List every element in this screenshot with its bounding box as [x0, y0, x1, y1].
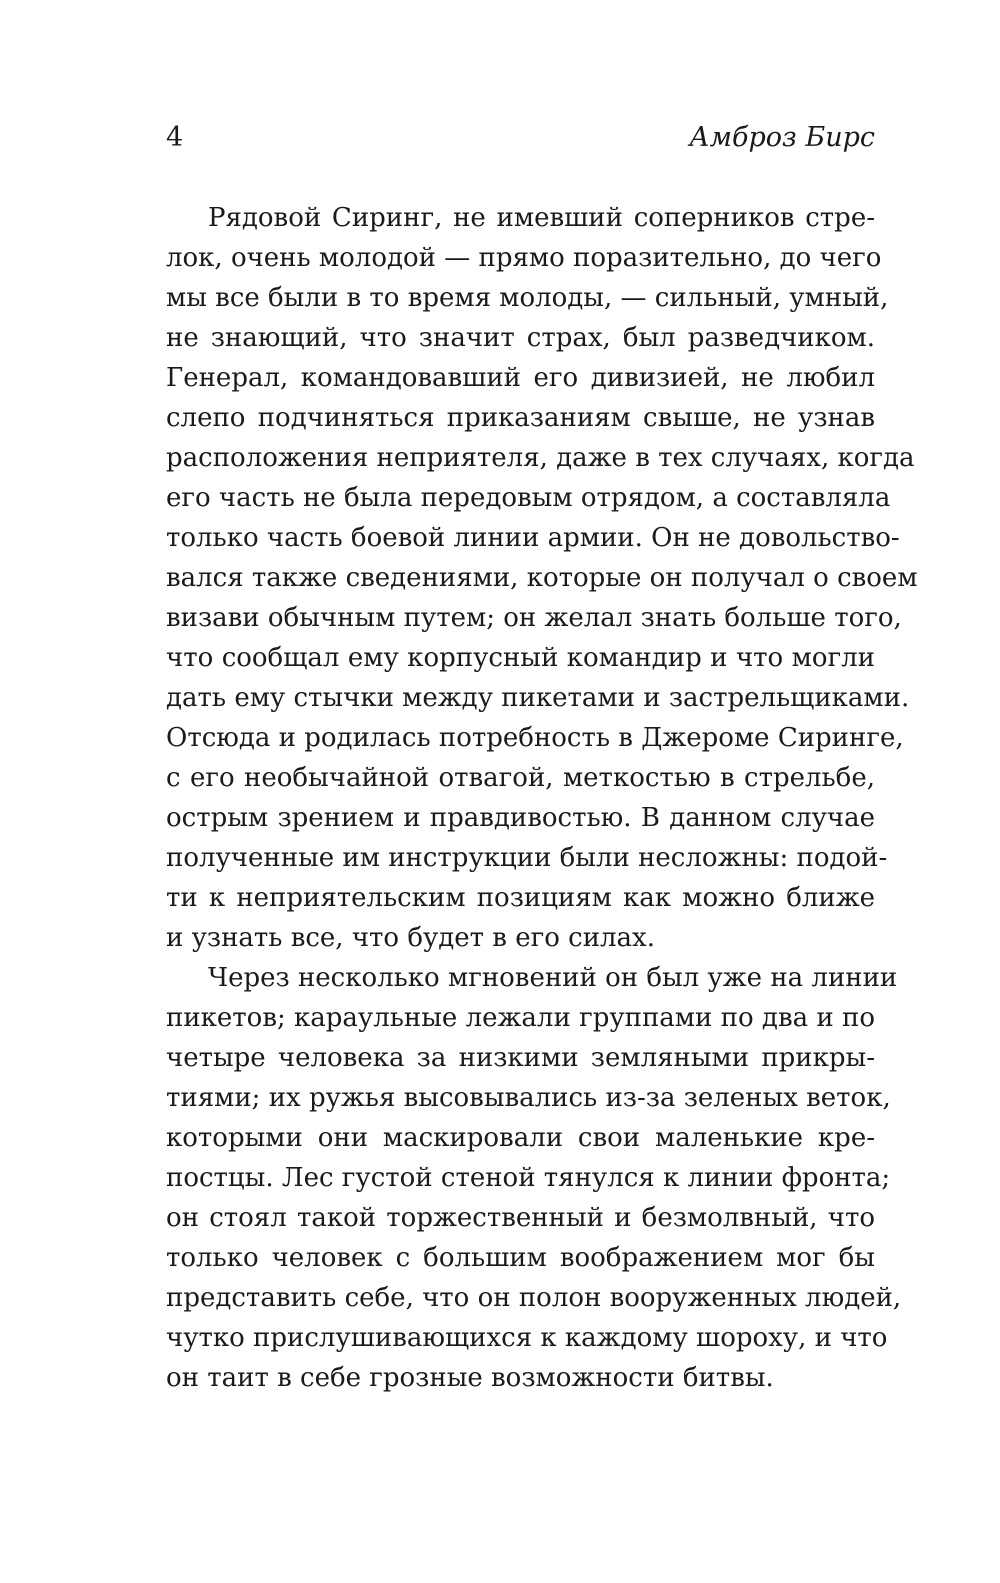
- text-line: чутко прислушивающихся к каждому шороху, и что: [166, 1323, 888, 1353]
- text-line: Отсюда и родилась потребность в Джероме Сиринге,: [166, 723, 904, 753]
- text-line: постцы. Лес густой стеной тянулся к линии фронта;: [166, 1163, 891, 1193]
- text-line: не знающий, что значит страх, был разведчиком.: [166, 323, 875, 353]
- text-line: только часть боевой линии армии. Он не довольство-: [166, 523, 900, 553]
- text-line: его часть не была передовым отрядом, а составляла: [166, 483, 891, 513]
- text-line: Через несколько мгновений он был уже на линии: [208, 963, 898, 993]
- text-line: расположения неприятеля, даже в тех случаях, когда: [166, 443, 915, 473]
- text-line: полученные им инструкции были несложны: подой-: [166, 843, 888, 873]
- text-line: и узнать все, что будет в его силах.: [166, 923, 655, 953]
- text-line: что сообщал ему корпусный командир и что могли: [166, 643, 875, 673]
- text-line: мы все были в то время молоды, — сильный, умный,: [166, 283, 889, 313]
- running-head-author: Амброз Бирс: [689, 122, 875, 153]
- text-line: дать ему стычки между пикетами и застрельщиками.: [166, 683, 910, 713]
- text-line: слепо подчиняться приказаниям свыше, не узнав: [166, 403, 875, 433]
- text-line: вался также сведениями, которые он получал о своем: [166, 563, 918, 593]
- page-number: 4: [166, 122, 184, 153]
- text-line: Рядовой Сиринг, не имевший соперников стре-: [208, 203, 875, 233]
- text-line: визави обычным путем; он желал знать больше того,: [166, 603, 902, 633]
- text-line: с его необычайной отвагой, меткостью в стрельбе,: [166, 763, 875, 793]
- paragraph-1: [166, 198, 918, 958]
- text-line: представить себе, что он полон вооруженных людей,: [166, 1283, 902, 1313]
- text-line: пикетов; караульные лежали группами по два и по: [166, 1003, 875, 1033]
- text-line: лок, очень молодой — прямо поразительно, до чего: [166, 243, 882, 273]
- text-line: тиями; их ружья высовывались из-за зеленых веток,: [166, 1083, 891, 1113]
- text-line: он стоял такой торжественный и безмолвный, что: [166, 1203, 875, 1233]
- text-line: он таит в себе грозные возможности битвы.: [166, 1363, 774, 1393]
- text-line: острым зрением и правдивостью. В данном случае: [166, 803, 875, 833]
- text-line: которыми они маскировали свои маленькие кре-: [166, 1123, 875, 1153]
- page-header: [166, 118, 875, 158]
- text-line: четыре человека за низкими земляными прикры-: [166, 1043, 875, 1073]
- body-text: [166, 198, 918, 1398]
- text-line: только человек с большим воображением мог бы: [166, 1243, 875, 1273]
- text-line: ти к неприятельским позициям как можно ближе: [166, 883, 875, 913]
- paragraph-2: [166, 958, 902, 1398]
- text-line: Генерал, командовавший его дивизией, не любил: [166, 363, 875, 393]
